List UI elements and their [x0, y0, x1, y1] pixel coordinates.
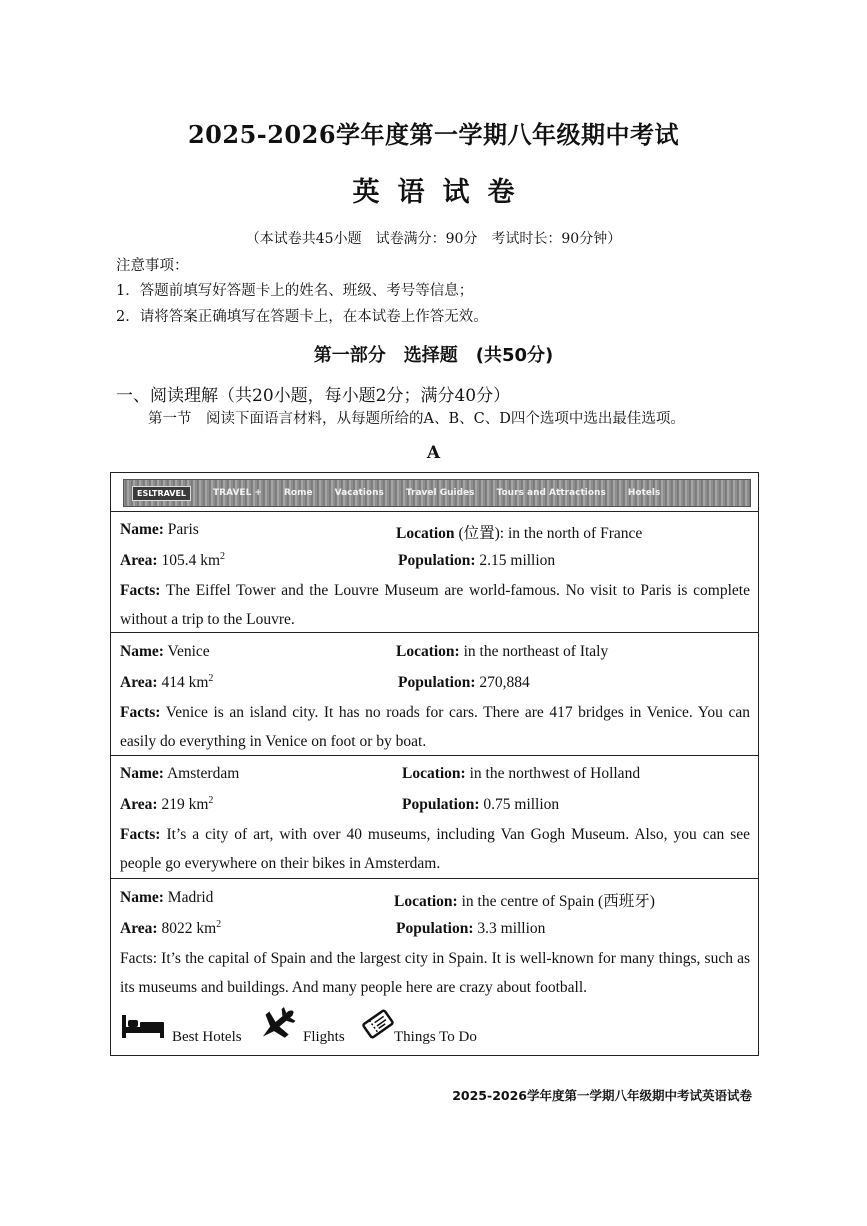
city-name: Name: Amsterdam	[120, 765, 240, 782]
banner-nav-item: Vacations	[334, 488, 384, 498]
city-location: Location: in the northwest of Holland	[402, 765, 641, 782]
city-population: Population: 3.3 million	[396, 920, 546, 937]
city-population: Population: 0.75 million	[402, 796, 560, 813]
exam-title: 2025-2026学年度第一学期八年级期中考试	[187, 120, 680, 149]
city-population: Population: 2.15 million	[398, 552, 556, 569]
banner-nav-item: Travel Guides	[405, 488, 475, 498]
hotels-label: Best Hotels	[172, 1029, 242, 1045]
passage-label: A	[426, 443, 441, 463]
note-item: 2．请将答案正确填写在答题卡上，在本试卷上作答无效。	[116, 309, 488, 325]
site-logo: ESLTRAVEL	[132, 486, 191, 501]
city-facts: Facts: It’s a city of art, with over 40 museums, including Van Gogh Museum. Also, you can see people go everywhere on their bikes in Amsterdam.	[120, 826, 751, 872]
banner-nav-item: Rome	[283, 488, 313, 498]
city-location: Location (位置): in the north of France	[396, 525, 643, 542]
city-area: Area: 414 $km^2$	[120, 673, 214, 691]
city-area: Area: 219 $km^2$	[120, 795, 214, 813]
city-entry-madrid	[111, 879, 758, 1003]
city-name: Name: Paris	[120, 521, 199, 538]
city-entry-paris	[111, 511, 758, 633]
subject-title: 英语试卷	[352, 177, 533, 208]
airplane-icon	[256, 1003, 302, 1048]
city-location: Location: in the northeast of Italy	[396, 643, 609, 660]
notes-heading: 注意事项：	[116, 258, 189, 274]
ticket-icon	[361, 1007, 395, 1046]
city-facts: Facts: The Eiffel Tower and the Louvre Museum are world-famous. No visit to Paris is complete without a trip to the Louvre.	[120, 582, 750, 628]
city-location: Location: in the centre of Spain (西班牙)	[394, 893, 655, 910]
section-instruction: 第一节 阅读下面语言材料，从每题所给的A、B、C、D四个选项中选出最佳选项。	[148, 411, 685, 427]
part-title: 第一部分 选择题 (共50分)	[313, 345, 554, 366]
travel-site-banner	[123, 479, 751, 507]
city-name: Name: Madrid	[120, 889, 214, 906]
section-heading: 一、阅读理解（共20小题，每小题2分；满分40分）	[116, 386, 511, 406]
banner-nav-item: Tours and Attractions	[496, 488, 606, 498]
travel-info-card	[110, 472, 759, 1056]
city-area: Area: 8022 $km^2$	[120, 919, 222, 937]
page-footer: 2025-2026学年度第一学期八年级期中考试英语试卷	[452, 1088, 752, 1103]
city-entry-venice	[111, 633, 758, 755]
note-item: 1．答题前填写好答题卡上的姓名、班级、考号等信息；	[116, 283, 474, 299]
city-entry-amsterdam	[111, 755, 758, 879]
things-to-do-label: Things To Do	[394, 1029, 477, 1045]
city-area: Area: 105.4 $km^2$	[120, 551, 226, 569]
bed-icon	[121, 1013, 165, 1044]
banner-nav-item: TRAVEL +	[213, 488, 262, 498]
city-facts: Facts: It’s the capital of Spain and the largest city in Spain. It is well-known for many things, such as its museums and buildings. And many people here are crazy about football.	[120, 950, 750, 996]
banner-nav-item: Hotels	[627, 488, 661, 498]
exam-info: （本试卷共45小题 试卷满分：90分 考试时长：90分钟）	[245, 231, 622, 247]
city-population: Population: 270,884	[398, 674, 530, 691]
travel-links-row	[119, 1003, 539, 1047]
city-facts: Facts: Venice is an island city. It has no roads for cars. There are 417 bridges in Venice. You can easily do everything in Venice on foot or by boat.	[120, 704, 750, 750]
city-name: Name: Venice	[120, 643, 210, 660]
flights-label: Flights	[303, 1029, 345, 1045]
